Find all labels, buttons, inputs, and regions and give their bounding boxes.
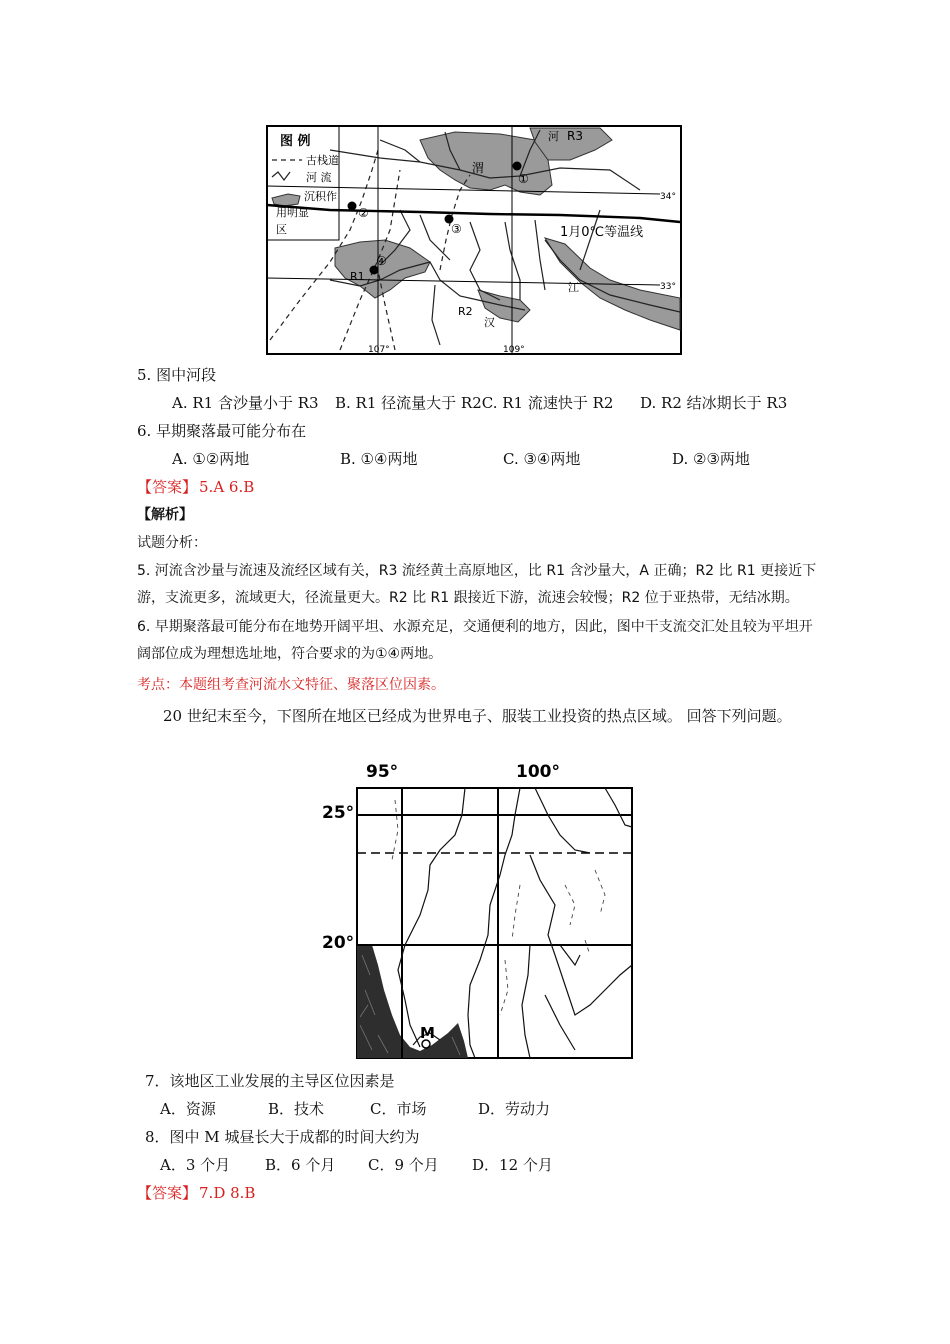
q8-option-d[interactable]: D．12 个月 (472, 1156, 553, 1174)
legend-sediment-2: 用明显 (276, 206, 309, 219)
q8-option-c[interactable]: C．9 个月 (368, 1156, 439, 1174)
analysis-q6: 6. 早期聚落最可能分布在地势开阔平坦、水源充足，交通便利的地方，因此，图中干支流交汇处且较为平坦开阔部位成为理想选址地，符合要求的为①④两地。 (137, 619, 813, 662)
analysis-intro: 试题分析： (137, 535, 207, 551)
q5-option-d[interactable]: D. R2 结冰期长于 R3 (640, 394, 788, 412)
q7-stem: 7．该地区工业发展的主导区位因素是 (145, 1072, 395, 1090)
label-he: 河 (548, 130, 559, 143)
answer-1-label: 【答案】 (137, 478, 198, 496)
label-wei: 渭 (472, 161, 485, 175)
label-lat20: 20° (322, 933, 355, 953)
southeast-asia-map (0, 755, 950, 1085)
label-point-2: ② (358, 206, 369, 220)
q6-option-b[interactable]: B. ①④两地 (340, 450, 418, 468)
label-city-m: M (420, 1024, 435, 1042)
q5-option-bc[interactable]: B. R1 径流量大于 R2C. R1 流速快于 R2 (335, 394, 614, 412)
q7-option-d[interactable]: D．劳动力 (478, 1100, 551, 1118)
q8-stem: 8．图中 M 城昼长大于成都的时间大约为 (145, 1128, 420, 1146)
label-point-3: ③ (451, 222, 462, 236)
label-point-4: ④ (376, 254, 387, 268)
answer-2-value: 7.D 8.B (199, 1184, 256, 1202)
legend-sediment-3: 区 (276, 223, 287, 236)
q5-stem: 5. 图中河段 (137, 366, 217, 384)
label-lat33: 33° (660, 282, 676, 292)
analysis-heading: 【解析】 (137, 507, 193, 523)
label-isotherm: 1月0℃等温线 (560, 225, 644, 240)
q5-option-a[interactable]: A. R1 含沙量小于 R3 (172, 394, 319, 412)
q8-option-b[interactable]: B．6 个月 (265, 1156, 336, 1174)
legend-river: 河 流 (306, 171, 332, 184)
q6-option-c[interactable]: C. ③④两地 (503, 450, 581, 468)
label-lon95: 95° (366, 762, 399, 782)
label-r1: R1 (350, 270, 365, 283)
answer-2 (137, 1183, 255, 1203)
legend-road: 古栈道 (306, 154, 339, 167)
q6-option-d[interactable]: D. ②③两地 (672, 450, 750, 468)
q7-option-c[interactable]: C．市场 (370, 1100, 427, 1118)
legend-sediment-1: 沉积作 (304, 190, 337, 203)
q6-option-a[interactable]: A. ①②两地 (172, 450, 250, 468)
legend-title: 图 例 (280, 134, 311, 149)
label-lon100: 100° (516, 762, 560, 782)
q6-stem: 6. 早期聚落最可能分布在 (137, 422, 307, 440)
answer-2-label: 【答案】 (137, 1184, 198, 1202)
kaodian: 考点：本题组考查河流水文特征、聚落区位因素。 (137, 677, 445, 693)
q8-option-a[interactable]: A．3 个月 (160, 1156, 231, 1174)
label-han: 汉 (484, 316, 495, 329)
q7-option-b[interactable]: B．技术 (268, 1100, 325, 1118)
analysis-q5: 5. 河流含沙量与流速及流经区域有关，R3 流经黄土高原地区，比 R1 含沙量大，A 正确；R2 比 R1 更接近下游，支流更多，流域更大，径流量更大。R2 比 R1 跟接近下游，流速会较慢；R2 位于亚热带，无结冰期。 (137, 563, 817, 606)
answer-1 (137, 477, 254, 497)
qinling-river-map (0, 0, 950, 360)
label-r2: R2 (458, 305, 473, 318)
label-lon107: 107° (368, 345, 390, 355)
answer-1-value: 5.A 6.B (199, 478, 255, 496)
label-lat25: 25° (322, 803, 355, 823)
q7-option-a[interactable]: A．资源 (160, 1100, 216, 1118)
label-lon109: 109° (503, 345, 525, 355)
intro-2: 20 世纪末至今，下图所在地区已经成为世界电子、服装工业投资的热点区域。 回答下列问题。 (163, 707, 792, 725)
label-r3: R3 (567, 129, 583, 143)
label-jiang: 江 (568, 281, 579, 294)
label-point-1: ① (518, 172, 529, 186)
label-lat34: 34° (660, 192, 676, 202)
